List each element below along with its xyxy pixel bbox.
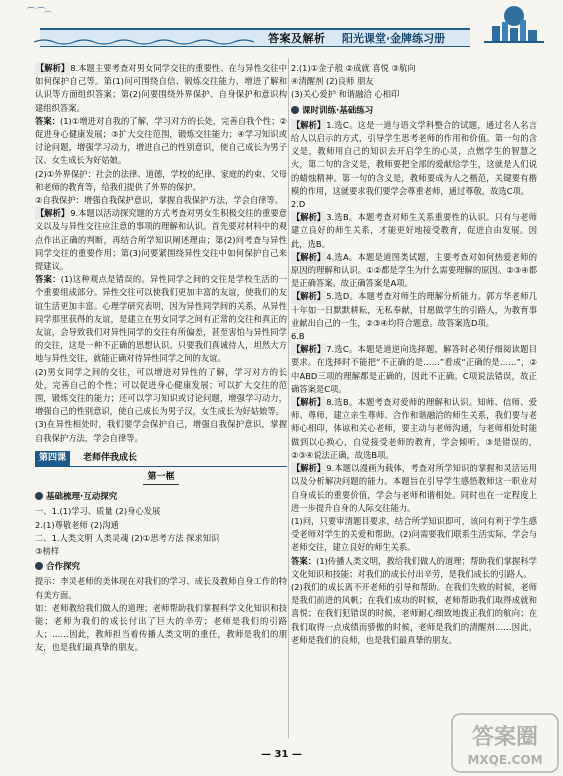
analysis-tag: 【解析】 [291,462,326,475]
q8-answer-2: (2)①外界保护：社会的法律、道德，学校的纪律、家庭的约束、父母和老师的教育等，给我们提供了外界的保护。 [35,168,287,192]
header-wave-decoration [34,38,254,46]
column-divider [288,58,289,738]
answer-8 [291,396,537,462]
q8-answer-text: (1)①增进对自我的了解，学习对方的长处，完善自我个性；②促进身心健康发展；③扩大交往范围，锻炼交往能力；④学习知识或讨论问题，增强学习动力，增进自己的性别意识，使自己成长为男子汉、女生成长为好姑娘。 [35,115,287,166]
header-series-title: 阳光课堂·金牌练习册 [342,32,446,45]
fill-line-1: 2.(1)①金子般 ②成就 喜悦 ③航向 [291,63,416,73]
analysis-tag: 【解析】 [291,251,326,264]
analysis-tag: 【解析】 [291,290,326,303]
answer-7 [291,343,537,396]
answer-tag: 答案： [35,274,61,285]
analysis-tag: 【解析】 [291,119,326,132]
answer-8-text: 8.选B。本题考查对爱师的理解和认识。知师、信师、爱师、尊师，建立亲生尊师、合作和谐融洽的师生关系，我们要与老师心相印，体谅和关心老师，要主动与老师沟通，与老师相处时能做到以心换心，自觉接受老师的教育，学会倾听。③是错误的，②③④说法正确，故选B项。 [291,397,537,460]
answer-5-text: 5.选D。本题考查对师生的理解分析能力。郭方华老师几十年如一日默默耕耘，无私奉献，甘愿做学生的引路人，为教育事业献出自己的一生，②③④均符合题意。故答案选D项。 [291,291,537,328]
answer-4 [291,251,537,291]
analysis-tag: 【解析】 [35,207,70,220]
lesson-tag: 第四课 [35,451,70,466]
section-heading-cooperative [35,561,80,574]
lesson-underline [35,466,287,467]
section-bullet-icon [35,562,43,570]
section-bullet-icon [291,106,299,114]
q9-answer-text: (1)这种观点是错误的。异性同学之间的交往是学校生活的一个重要组成部分。异性交往可以使我们更加丰富的友谊，使我们的友谊生活更加丰富。心理学研究表明，因为异性同学间的关系，从异性同学那里获得的友谊，是建立在男女同学之间有正常的交往和真正的友谊，会导致我们对异性同学的交往有所偏差，甚至害怕与异性同学的交往，这是一种不正确的思想认识。只要我们真诚待人，坦然大方地与异性交往，就能正确对待异性同学之间的友谊。 [35,274,287,364]
skyline-logo-icon [484,2,544,44]
answer-tag: 答案： [291,555,317,566]
answer-1 [291,119,537,198]
answer-2: 2.D [291,199,306,210]
basics-line-4: ③榜样 [35,545,60,556]
answer-3 [291,211,537,251]
left-column [35,62,287,655]
answer-9-answer-2: (2)我们的成长离不开老师的引导和帮助。在我们失败的时候，老师是我们前进的风帆；在我们成功的时候，老师帮助我们取得成就和喜悦；在我们犯错误的时候，老师耐心细致地拨正我们的航向；在我们取得一点成绩而骄傲的时候，老师是我们的清醒剂……因此，老师是我们的良师，也是我们最真挚的朋友。 [291,581,537,645]
page-header [0,0,563,46]
answer-9-text: 9.本题以漫画为载体，考查对所学知识的掌握和灵活运用以及分析解决问题的能力。本题旨在引导学生感悟教师这一职业对自身成长的重要价值，学会与老师和谐相处。同时也在一定程度上进一步提升自身的人际交往能力。 [291,463,537,513]
q9-text: 9.本题以活动探究题的方式考查对男女生积极交往的重要意义以及与异性交往应注意的事项的理解和认识。首先要对材料中的观点作出正确的判断，再结合所学知识阐述理由；第(2)问考查与异性同学交往的重要作用；第(3)问要紧围绕异性交往中如何保护自己来提建议。 [35,208,287,272]
answer-7-text: 7.选C。本题是道逆向选择题，解答时必须仔细阅读题目要求。在选择时不能把“不正确的是……”看成“正确的是……”，②中ABD三项的理解都是正确的，因此不正确。C项说法错误，故正确答案是C项。 [291,344,537,394]
section-heading-practice [291,105,373,118]
header-label: 答案及解析 [268,32,326,45]
q9-answer [35,273,287,365]
cooperative-hint: 提示：李灵老师的美体现在对我们的学习、成长及教师自身工作的特有美方面。 [35,576,287,600]
lesson-title: 老师伴我成长 [83,452,138,463]
answer-tag: 答案： [35,115,61,126]
section-heading-text: 基础梳理·互动探究 [46,492,118,503]
section-heading-text: 课时训练·基础练习 [302,105,374,116]
answer-9-detail: (1)问，只要审清题目要求，结合所学知识即可，该问有利于学生感受老师对学生的关爱和帮助。(2)问需要我们联系生活实际，学会与老师交往，建立良好的师生关系。 [291,515,537,553]
q9-answer-2: (2)男女同学之间的交往，可以增进对异性的了解，学习对方的长处，完善自己的个性；可以促进身心健康发展；可以扩大交往的范围，锻炼交往的能力；还可以学习知识或讨论问题，增强学习动力，增强自己的性别意识，使自己成长为男子汉，女生成长为好姑娘等。 [35,366,287,417]
q8-block [35,62,287,115]
analysis-tag: 【解析】 [35,62,70,75]
cooperative-text: 如：老师教给我们做人的道理；老师帮助我们掌握科学文化知识和技能；老师为我们的成长付出了巨大的辛劳；老师是我们的引路人；……因此，教师担当着传播人类文明的重任，教师是我们的朋友，也是我们最真挚的朋友。 [35,602,287,653]
answer-1-text: 1.选C。这是一道与语文学科整合的试题，通过名人名言给人以启示的方式，引导学生思考老师的作用和价值。第一句的含义是，教师用自己的知识去开启学生的心灵，点燃学生的智慧之火，第二句的含义是，教师要把全部的爱献给学生，这就是人们说的蜡烛精神。第一句的含义是，教师要成为人之楷范，关键要有楷模的作用，这就要求我们要学会尊重老师，通过尊敬，故选C项。 [291,119,537,196]
bird-icon: ⌒⌒ [26,8,46,19]
basics-line-2: 2.(1)尊敬老师 (2)沟通 [35,519,119,530]
section-heading-basics [35,491,117,504]
subtitle-text: 第一框 [143,471,178,485]
answer-6: 6.B [291,331,305,342]
q9-block [35,207,287,273]
answer-5 [291,290,537,330]
analysis-tag: 【解析】 [291,343,326,356]
right-column [291,62,537,647]
q8-text: 8.本题主要考查对男女同学交往的重要性、在与异性交往中如何保护自己等。第(1)问可围绕自信、锻炼交往能力、增进了解和认识等方面组织答案；第(2)问要围绕外界保护、自身保护和意识构建组织答案。 [35,63,287,113]
analysis-tag: 【解析】 [291,396,326,409]
q8-answer [35,115,287,168]
basics-line-3: 二、1.人类文明 人类灵魂 (2)①思考方法 探求知识 [35,532,220,543]
bird-icon: ⌒ [44,11,52,20]
section-subtitle [35,471,287,485]
answer-9-answer [291,555,537,581]
basics-line-1: 一、1.(1)学习、质量 (2)身心发展 [35,506,161,517]
section-bullet-icon [35,492,43,500]
fill-line-3: (3)关心爱护 和谐融洽 心相印 [291,89,400,100]
answer-9 [291,462,537,515]
answer-3-text: 3.选B。本题考查对师生关系重要性的认识。只有与老师建立良好的师生关系，才能更好地接受教育，促进自由发展。因此，选B。 [291,212,537,249]
section-heading-text: 合作探究 [46,562,81,573]
watermark-logo [450,712,560,774]
answer-4-text: 4.选A。本题是道图类试题，主要考查对如何热爱老师的原因的理解和认识。①②都是学生为什么需要理解的原因。②③④都是正确答案。故正确答案是A项。 [291,251,537,289]
q8-answer-3: ②自我保护：增强自我保护意识，掌握自我保护方法，学会自律等。 [35,195,284,206]
analysis-tag: 【解析】 [291,211,326,224]
lesson-banner [35,451,287,467]
fill-line-2: ④清醒剂 (2)良师 朋友 [291,76,374,87]
q9-answer-3: (3)在异性相处时，我们要学会保护自己，增强自我保护意识，掌握自我保护方法，学会自律等。 [35,419,287,443]
answer-9-answer-text: (1)传播人类文明，教给我们做人的道理；帮助我们掌握科学文化知识和技能；对我们的成长付出辛劳，是我们成长的引路人。 [291,555,537,579]
watermark-text-url: MXQE.COM [467,753,543,767]
page-number: — 31 — [261,749,302,760]
watermark-text-cn: 答案圈 [471,725,539,750]
